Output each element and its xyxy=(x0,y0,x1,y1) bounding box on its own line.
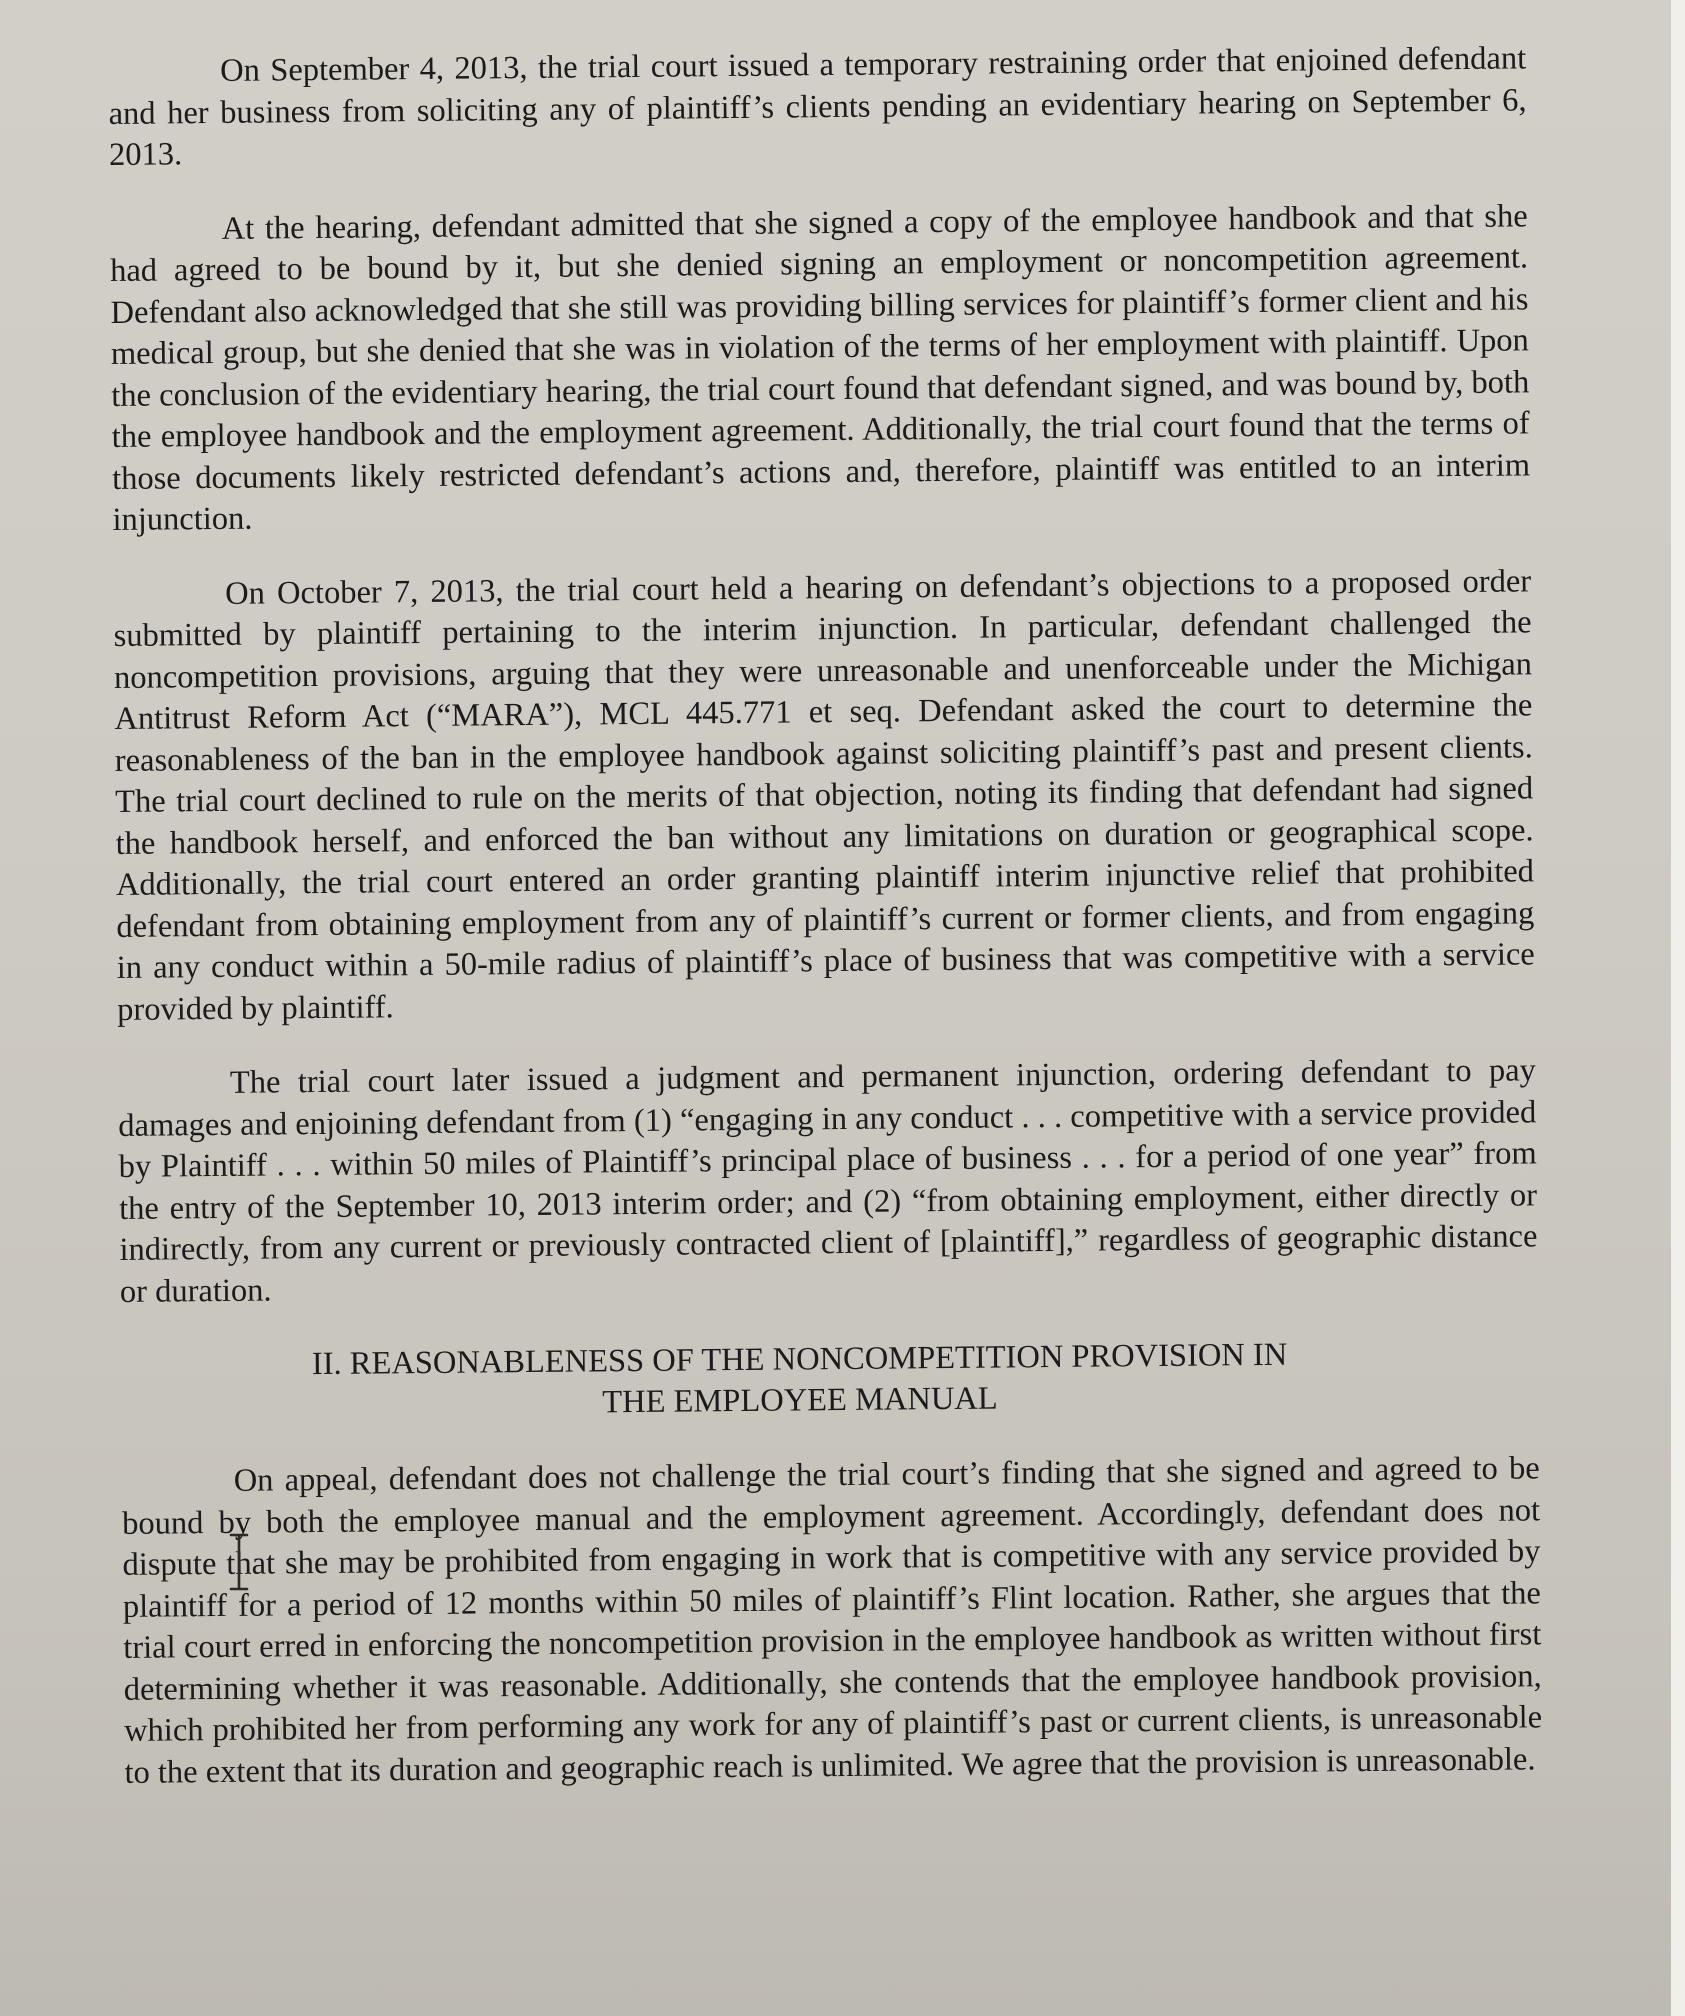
paragraph-october-hearing: On October 7, 2013, the trial court held a hearing on defendant’s objections to a proposed order submitted by plaintiff pertaining to the interim injunction. In particular, defendant challenged the noncompetition provisions, arguing that they were unreasonable and unenforceable under the Michigan Antitrust Reform Act (“MARA”), MCL 445.771 et seq. Defendant asked the court to determine the reasonableness of the ban in the employee handbook against soliciting plaintiff’s past and present clients. The trial court declined to rule on the merits of that objection, noting its finding that defendant had signed the handbook herself, and enforced the ban without any limitations on duration or geographical scope. Additionally, the trial court entered an order granting plaintiff interim injunctive relief that prohibited defendant from obtaining employment from any of plaintiff’s current or former clients, and from engaging in any conduct within a 50-mile radius of plaintiff’s place of business that was competitive with a service provided by plaintiff. xyxy=(113,562,1535,1028)
section-heading-line-2: THE EMPLOYEE MANUAL xyxy=(602,1380,998,1421)
paragraph-hearing: At the hearing, defendant admitted that she signed a copy of the employee handbook and that she had agreed to be bound by it, but she denied signing an employment or noncompetition agreement. Defendant also acknowledged that she still was providing billing services for plaintiff’s former client and his medical group, but she denied that she was in violation of the terms of her employment with plaintiff. Upon the conclusion of the evidentiary hearing, the trial court found that defendant signed, and was bound by, both the employee handbook and the employment agreement. Additionally, the trial court found that the terms of those documents likely restricted defendant’s actions and, therefore, plaintiff was entitled to an interim injunction. xyxy=(109,197,1531,538)
paragraph-judgment: The trial court later issued a judgment and permanent injunction, ordering defendant to pay damages and enjoining defendant from (1) “engaging in any conduct . . . competitive with a service provided by Plaintiff . . . within 50 miles of Plaintiff’s principal place of business . . . for a period of one year” from the entry of the September 10, 2013 interim order; and (2) “from obtaining employment, either directly or indirectly, from any current or previously contracted client of [plaintiff],” regardless of geographic distance or duration. xyxy=(118,1052,1538,1310)
paragraph-restraining-order: On September 4, 2013, the trial court issued a temporary restraining order that enjoined defendant and her business from soliciting any of plaintiff’s clients pending an evidentiary hearing on September 6, 2013. xyxy=(108,40,1527,173)
document-body xyxy=(108,38,1543,1794)
paragraph-appeal: On appeal, defendant does not challenge the trial court’s finding that she signed and agreed to be bound by both the employee manual and the employment agreement. Accordingly, defendant does not dispute that she may be prohibited from engaging in work that is competitive with any service provided by plaintiff for a period of 12 months within 50 miles of plaintiff’s Flint location. Rather, she argues that the trial court erred in enforcing the noncompetition provision in the employee handbook as written without first determining whether it was reasonable. Additionally, she contends that the employee handbook provision, which prohibited her from performing any work for any of plaintiff’s past or current clients, is unreasonable to the extent that its duration and geographic reach is unlimited. We agree that the provision is unreasonable. xyxy=(121,1450,1543,1791)
section-heading xyxy=(120,1332,1539,1428)
page-edge xyxy=(1671,0,1685,2016)
section-heading-line-1: II. REASONABLENESS OF THE NONCOMPETITION PROVISION IN xyxy=(311,1336,1288,1383)
